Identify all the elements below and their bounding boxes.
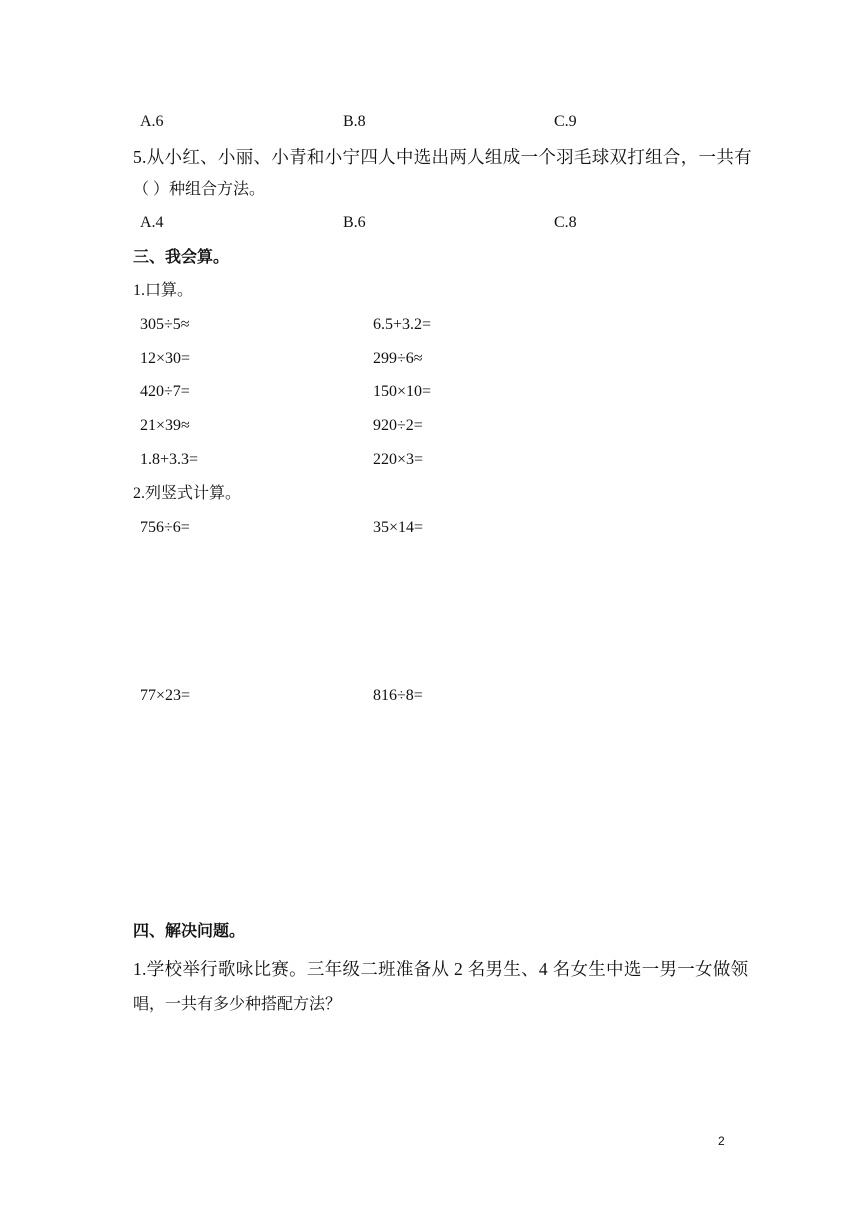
- section3-heading: 三、我会算。: [133, 249, 230, 266]
- oral-calc-item: 21×39≈: [140, 417, 190, 434]
- oral-calc-item: 305÷5≈: [140, 316, 190, 333]
- oral-calc-item: 12×30=: [140, 350, 191, 367]
- vertical-calc-item: 77×23=: [140, 687, 191, 704]
- vertical-calc-title: 2.列竖式计算。: [133, 485, 242, 502]
- page-number: 2: [718, 1134, 725, 1148]
- q4-option-a: A.6: [140, 113, 164, 130]
- q5-option-a: A.4: [140, 214, 164, 231]
- problem1-line2: 唱，一共有多少种搭配方法？: [133, 996, 342, 1013]
- q5-option-b: B.6: [343, 214, 366, 231]
- oral-calc-item: 1.8+3.3=: [140, 451, 199, 468]
- q5-question-line2: （ ）种组合方法。: [133, 181, 266, 198]
- q4-option-c: C.9: [554, 113, 577, 130]
- oral-calc-item: 220×3=: [373, 451, 424, 468]
- oral-calc-item: 420÷7=: [140, 383, 190, 400]
- oral-calc-title: 1.口算。: [133, 282, 194, 299]
- vertical-calc-item: 35×14=: [373, 519, 424, 536]
- vertical-calc-item: 756÷6=: [140, 519, 190, 536]
- section4-heading: 四、解决问题。: [133, 923, 246, 940]
- q4-option-b: B.8: [343, 113, 366, 130]
- oral-calc-item: 150×10=: [373, 383, 432, 400]
- q5-question-line1: 5.从小红、小丽、小青和小宁四人中选出两人组成一个羽毛球双打组合，一共有: [133, 147, 752, 167]
- problem1-line1: 1.学校举行歌咏比赛。三年级二班准备从 2 名男生、4 名女生中选一男一女做领: [133, 959, 749, 979]
- oral-calc-item: 299÷6≈: [373, 350, 423, 367]
- oral-calc-item: 920÷2=: [373, 417, 423, 434]
- vertical-calc-item: 816÷8=: [373, 687, 423, 704]
- oral-calc-item: 6.5+3.2=: [373, 316, 432, 333]
- q5-option-c: C.8: [554, 214, 577, 231]
